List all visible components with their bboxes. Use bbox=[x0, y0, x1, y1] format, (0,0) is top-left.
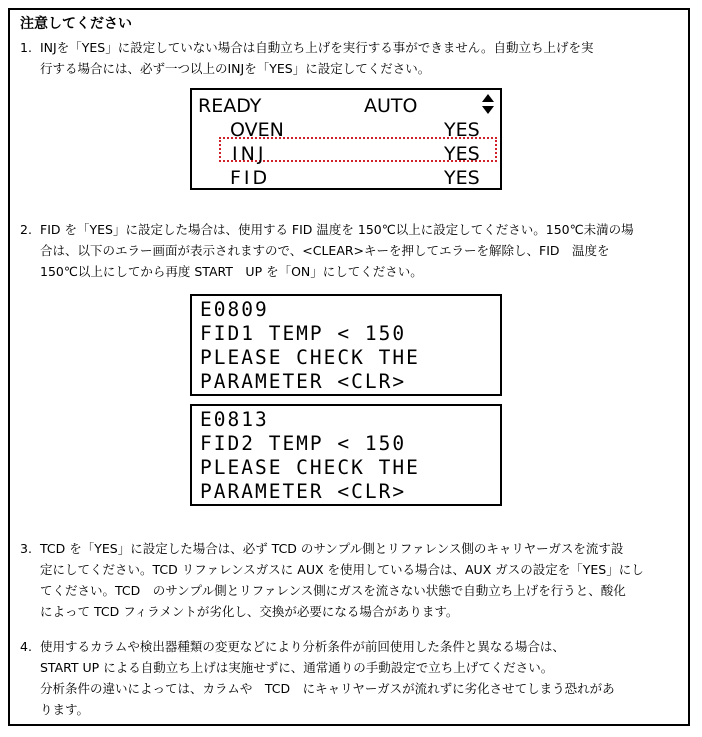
error-instruction: PLEASE CHECK THE bbox=[200, 346, 420, 369]
error-clear-hint: PARAMETER <CLR> bbox=[200, 480, 407, 503]
item-4-number: 4. bbox=[20, 639, 32, 654]
item-1-number: 1. bbox=[20, 40, 32, 55]
item-4-line-1: 使用するカラムや検出器種類の変更などにより分析条件が前回使用した条件と異なる場合は、 bbox=[40, 639, 565, 654]
item-2-number: 2. bbox=[20, 222, 32, 237]
item-3-line-2: 定にしてください。TCD リファレンスガスに AUX を使用している場合は、AUX ガスの設定を「YES」にし bbox=[40, 562, 644, 577]
error-screen-e0809 bbox=[190, 294, 502, 396]
lcd-row-fid-value: YES bbox=[444, 167, 480, 189]
item-3-text bbox=[40, 538, 644, 622]
item-2-line-3: 150℃以上にしてから再度 START UP を「ON」にしてください。 bbox=[40, 264, 423, 279]
lcd-row-oven-value: YES bbox=[444, 119, 480, 141]
item-3-number: 3. bbox=[20, 541, 32, 556]
lcd-row-fid-label: FID bbox=[230, 167, 271, 189]
item-4-line-2: START UP による自動立ち上げは実施せずに、通常通りの手動設定で立ち上げてください。 bbox=[40, 660, 554, 675]
error-code: E0809 bbox=[200, 298, 269, 321]
item-3-line-3: てください。TCD のサンプル側とリファレンス側にガスを流さない状態で自動立ち上げを行うと、酸化 bbox=[40, 583, 626, 598]
up-down-arrows-icon bbox=[481, 93, 495, 115]
error-message: FID1 TEMP < 150 bbox=[200, 322, 407, 345]
item-3-line-1: TCD を「YES」に設定した場合は、必ず TCD のサンプル側とリファレンス側のキャリヤーガスを流す設 bbox=[40, 541, 624, 556]
error-instruction: PLEASE CHECK THE bbox=[200, 456, 420, 479]
lcd-row-inj-label: INJ bbox=[232, 143, 267, 165]
item-4-text bbox=[40, 636, 615, 720]
error-clear-hint: PARAMETER <CLR> bbox=[200, 370, 407, 393]
item-2-text bbox=[40, 219, 634, 282]
item-1-text bbox=[40, 37, 593, 79]
error-screen-e0813 bbox=[190, 404, 502, 506]
item-4-line-4: ります。 bbox=[40, 702, 90, 717]
item-1-line-1: INJを「YES」に設定していない場合は自動立ち上げを実行する事ができません。自動立ち上げを実 bbox=[40, 40, 594, 55]
error-code: E0813 bbox=[200, 408, 269, 431]
item-4-line-3: 分析条件の違いによっては、カラムや TCD にキャリヤーガスが流れずに劣化させてしまう恐れがあ bbox=[40, 681, 615, 696]
lcd-row-oven-label: OVEN bbox=[230, 119, 284, 141]
error-message: FID2 TEMP < 150 bbox=[200, 432, 407, 455]
notice-title: 注意してください bbox=[20, 16, 132, 32]
item-3-line-4: によって TCD フィラメントが劣化し、交換が必要になる場合があります。 bbox=[40, 604, 459, 619]
item-2-line-2: 合は、以下のエラー画面が表示されますので、<CLEAR>キーを押してエラーを解除し、FID 温度を bbox=[40, 243, 610, 258]
lcd-row-inj-value: YES bbox=[444, 143, 480, 165]
lcd-status-label: READY bbox=[198, 95, 262, 117]
lcd-mode-label: AUTO bbox=[364, 95, 418, 117]
item-2-line-1: FID を「YES」に設定した場合は、使用する FID 温度を 150℃以上に設定してください。150℃未満の場 bbox=[40, 222, 634, 237]
item-1-line-2: 行する場合には、必ず一つ以上のINJを「YES」に設定してください。 bbox=[40, 61, 431, 76]
lcd-status-screen bbox=[190, 88, 502, 190]
